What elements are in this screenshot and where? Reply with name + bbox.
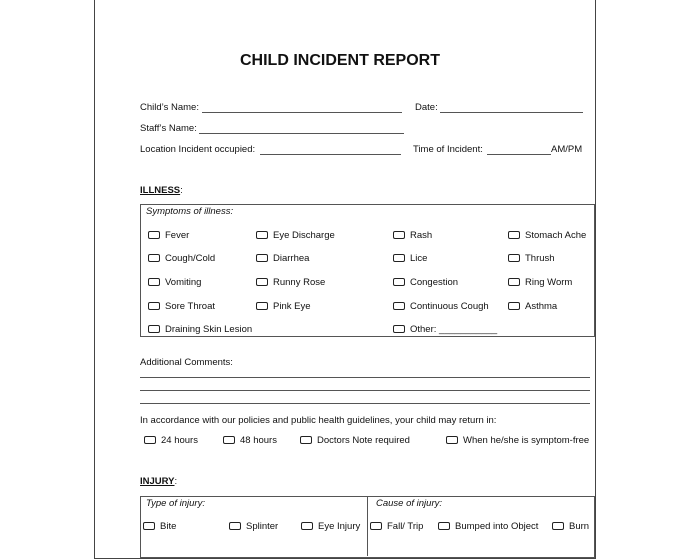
child-name-field[interactable] (202, 112, 402, 113)
option-label: When he/she is symptom-free (463, 435, 590, 446)
symptom-option[interactable] (508, 230, 586, 241)
location-label: Location Incident occupied: (140, 144, 256, 155)
checkbox-icon[interactable] (393, 302, 405, 310)
checkbox-icon[interactable] (446, 436, 458, 444)
injury-type-option[interactable] (301, 521, 360, 532)
location-field[interactable] (260, 154, 401, 155)
injury-cause-option[interactable] (552, 521, 589, 532)
option-label: Bumped into Object (455, 521, 539, 532)
return-option[interactable] (300, 435, 410, 446)
injury-cause-option[interactable] (438, 521, 538, 532)
checkbox-icon[interactable] (148, 278, 160, 286)
symptom-option[interactable] (393, 277, 458, 288)
symptoms-label: Symptoms of illness: (146, 206, 234, 217)
return-option[interactable] (223, 435, 277, 446)
symptom-option[interactable] (256, 230, 335, 241)
symptom-option[interactable] (256, 253, 309, 264)
time-label: Time of Incident: (413, 144, 483, 155)
type-of-injury-label: Type of injury: (146, 498, 205, 509)
injury-divider (367, 496, 368, 556)
symptom-option[interactable] (508, 277, 572, 288)
symptom-option[interactable] (393, 301, 489, 312)
symptom-option[interactable] (148, 301, 215, 312)
option-label: Congestion (410, 277, 459, 288)
symptom-option[interactable] (508, 253, 555, 264)
option-label: 24 hours (161, 435, 198, 446)
symptom-option[interactable] (148, 277, 201, 288)
option-label: 48 hours (240, 435, 277, 446)
cause-of-injury-label: Cause of injury: (376, 498, 443, 509)
checkbox-icon[interactable] (256, 231, 268, 239)
child-name-label: Child’s Name: (140, 102, 199, 113)
comments-label: Additional Comments: (140, 357, 233, 368)
page-title: CHILD INCIDENT REPORT (240, 52, 440, 69)
injury-heading (140, 476, 177, 487)
checkbox-icon[interactable] (393, 231, 405, 239)
date-label: Date: (415, 102, 438, 113)
symptom-option[interactable] (256, 277, 325, 288)
checkbox-icon[interactable] (143, 522, 155, 530)
option-label: Asthma (525, 301, 558, 312)
checkbox-icon[interactable] (229, 522, 241, 530)
checkbox-icon[interactable] (552, 522, 564, 530)
option-label: Fever (165, 230, 190, 241)
symptom-option[interactable] (256, 301, 311, 312)
option-label: Eye Discharge (273, 230, 335, 241)
symptom-option[interactable] (148, 253, 215, 264)
option-label: Rash (410, 230, 433, 241)
checkbox-icon[interactable] (370, 522, 382, 530)
comments-line-1[interactable] (140, 377, 590, 378)
checkbox-icon[interactable] (148, 302, 160, 310)
return-option[interactable] (446, 435, 589, 446)
return-option[interactable] (144, 435, 198, 446)
checkbox-icon[interactable] (256, 254, 268, 262)
symptom-option[interactable] (393, 324, 497, 335)
checkbox-icon[interactable] (438, 522, 450, 530)
option-label: Thrush (525, 253, 555, 264)
option-label: Runny Rose (273, 277, 326, 288)
checkbox-icon[interactable] (148, 325, 160, 333)
checkbox-icon[interactable] (256, 278, 268, 286)
symptom-option[interactable] (393, 253, 427, 264)
option-label: Eye Injury (318, 521, 361, 532)
checkbox-icon[interactable] (508, 254, 520, 262)
injury-type-option[interactable] (143, 521, 176, 532)
illness-box (140, 204, 595, 337)
option-label: Doctors Note required (317, 435, 410, 446)
checkbox-icon[interactable] (508, 278, 520, 286)
checkbox-icon[interactable] (256, 302, 268, 310)
option-label: Burn (569, 521, 590, 532)
checkbox-icon[interactable] (148, 254, 160, 262)
option-label: Other: ___________ (410, 324, 498, 335)
comments-line-2[interactable] (140, 390, 590, 391)
option-label: Cough/Cold (165, 253, 216, 264)
option-label: Ring Worm (525, 277, 573, 288)
time-field[interactable] (487, 154, 551, 155)
injury-heading-text: INJURY (140, 476, 175, 487)
checkbox-icon[interactable] (301, 522, 313, 530)
symptom-option[interactable] (148, 230, 189, 241)
checkbox-icon[interactable] (508, 302, 520, 310)
injury-type-option[interactable] (229, 521, 278, 532)
checkbox-icon[interactable] (148, 231, 160, 239)
checkbox-icon[interactable] (393, 278, 405, 286)
option-label: Bite (160, 521, 177, 532)
return-text: In accordance with our policies and public health guidelines, your child may return in: (140, 415, 497, 426)
staff-name-label: Staff’s Name: (140, 123, 197, 134)
option-label: Lice (410, 253, 428, 264)
option-label: Continuous Cough (410, 301, 489, 312)
staff-name-field[interactable] (199, 133, 404, 134)
checkbox-icon[interactable] (223, 436, 235, 444)
option-label: Diarrhea (273, 253, 310, 264)
illness-heading-text: ILLNESS (140, 185, 181, 196)
option-label: Draining Skin Lesion (165, 324, 253, 335)
ampm-label: AM/PM (551, 144, 583, 155)
symptom-option[interactable] (393, 230, 432, 241)
option-label: Vomiting (165, 277, 202, 288)
option-label: Fall/ Trip (387, 521, 424, 532)
symptom-option[interactable] (508, 301, 557, 312)
checkbox-icon[interactable] (144, 436, 156, 444)
option-label: Splinter (246, 521, 279, 532)
checkbox-icon[interactable] (300, 436, 312, 444)
injury-colon: : (174, 476, 178, 487)
illness-colon: : (180, 185, 183, 196)
checkbox-icon[interactable] (393, 325, 405, 333)
injury-cause-option[interactable] (370, 521, 423, 532)
option-label: Pink Eye (273, 301, 311, 312)
date-field[interactable] (440, 112, 583, 113)
illness-heading (140, 185, 183, 196)
symptom-option[interactable] (148, 324, 252, 335)
option-label: Stomach Ache (525, 230, 587, 241)
comments-line-3[interactable] (140, 403, 590, 404)
checkbox-icon[interactable] (393, 254, 405, 262)
option-label: Sore Throat (165, 301, 215, 312)
checkbox-icon[interactable] (508, 231, 520, 239)
